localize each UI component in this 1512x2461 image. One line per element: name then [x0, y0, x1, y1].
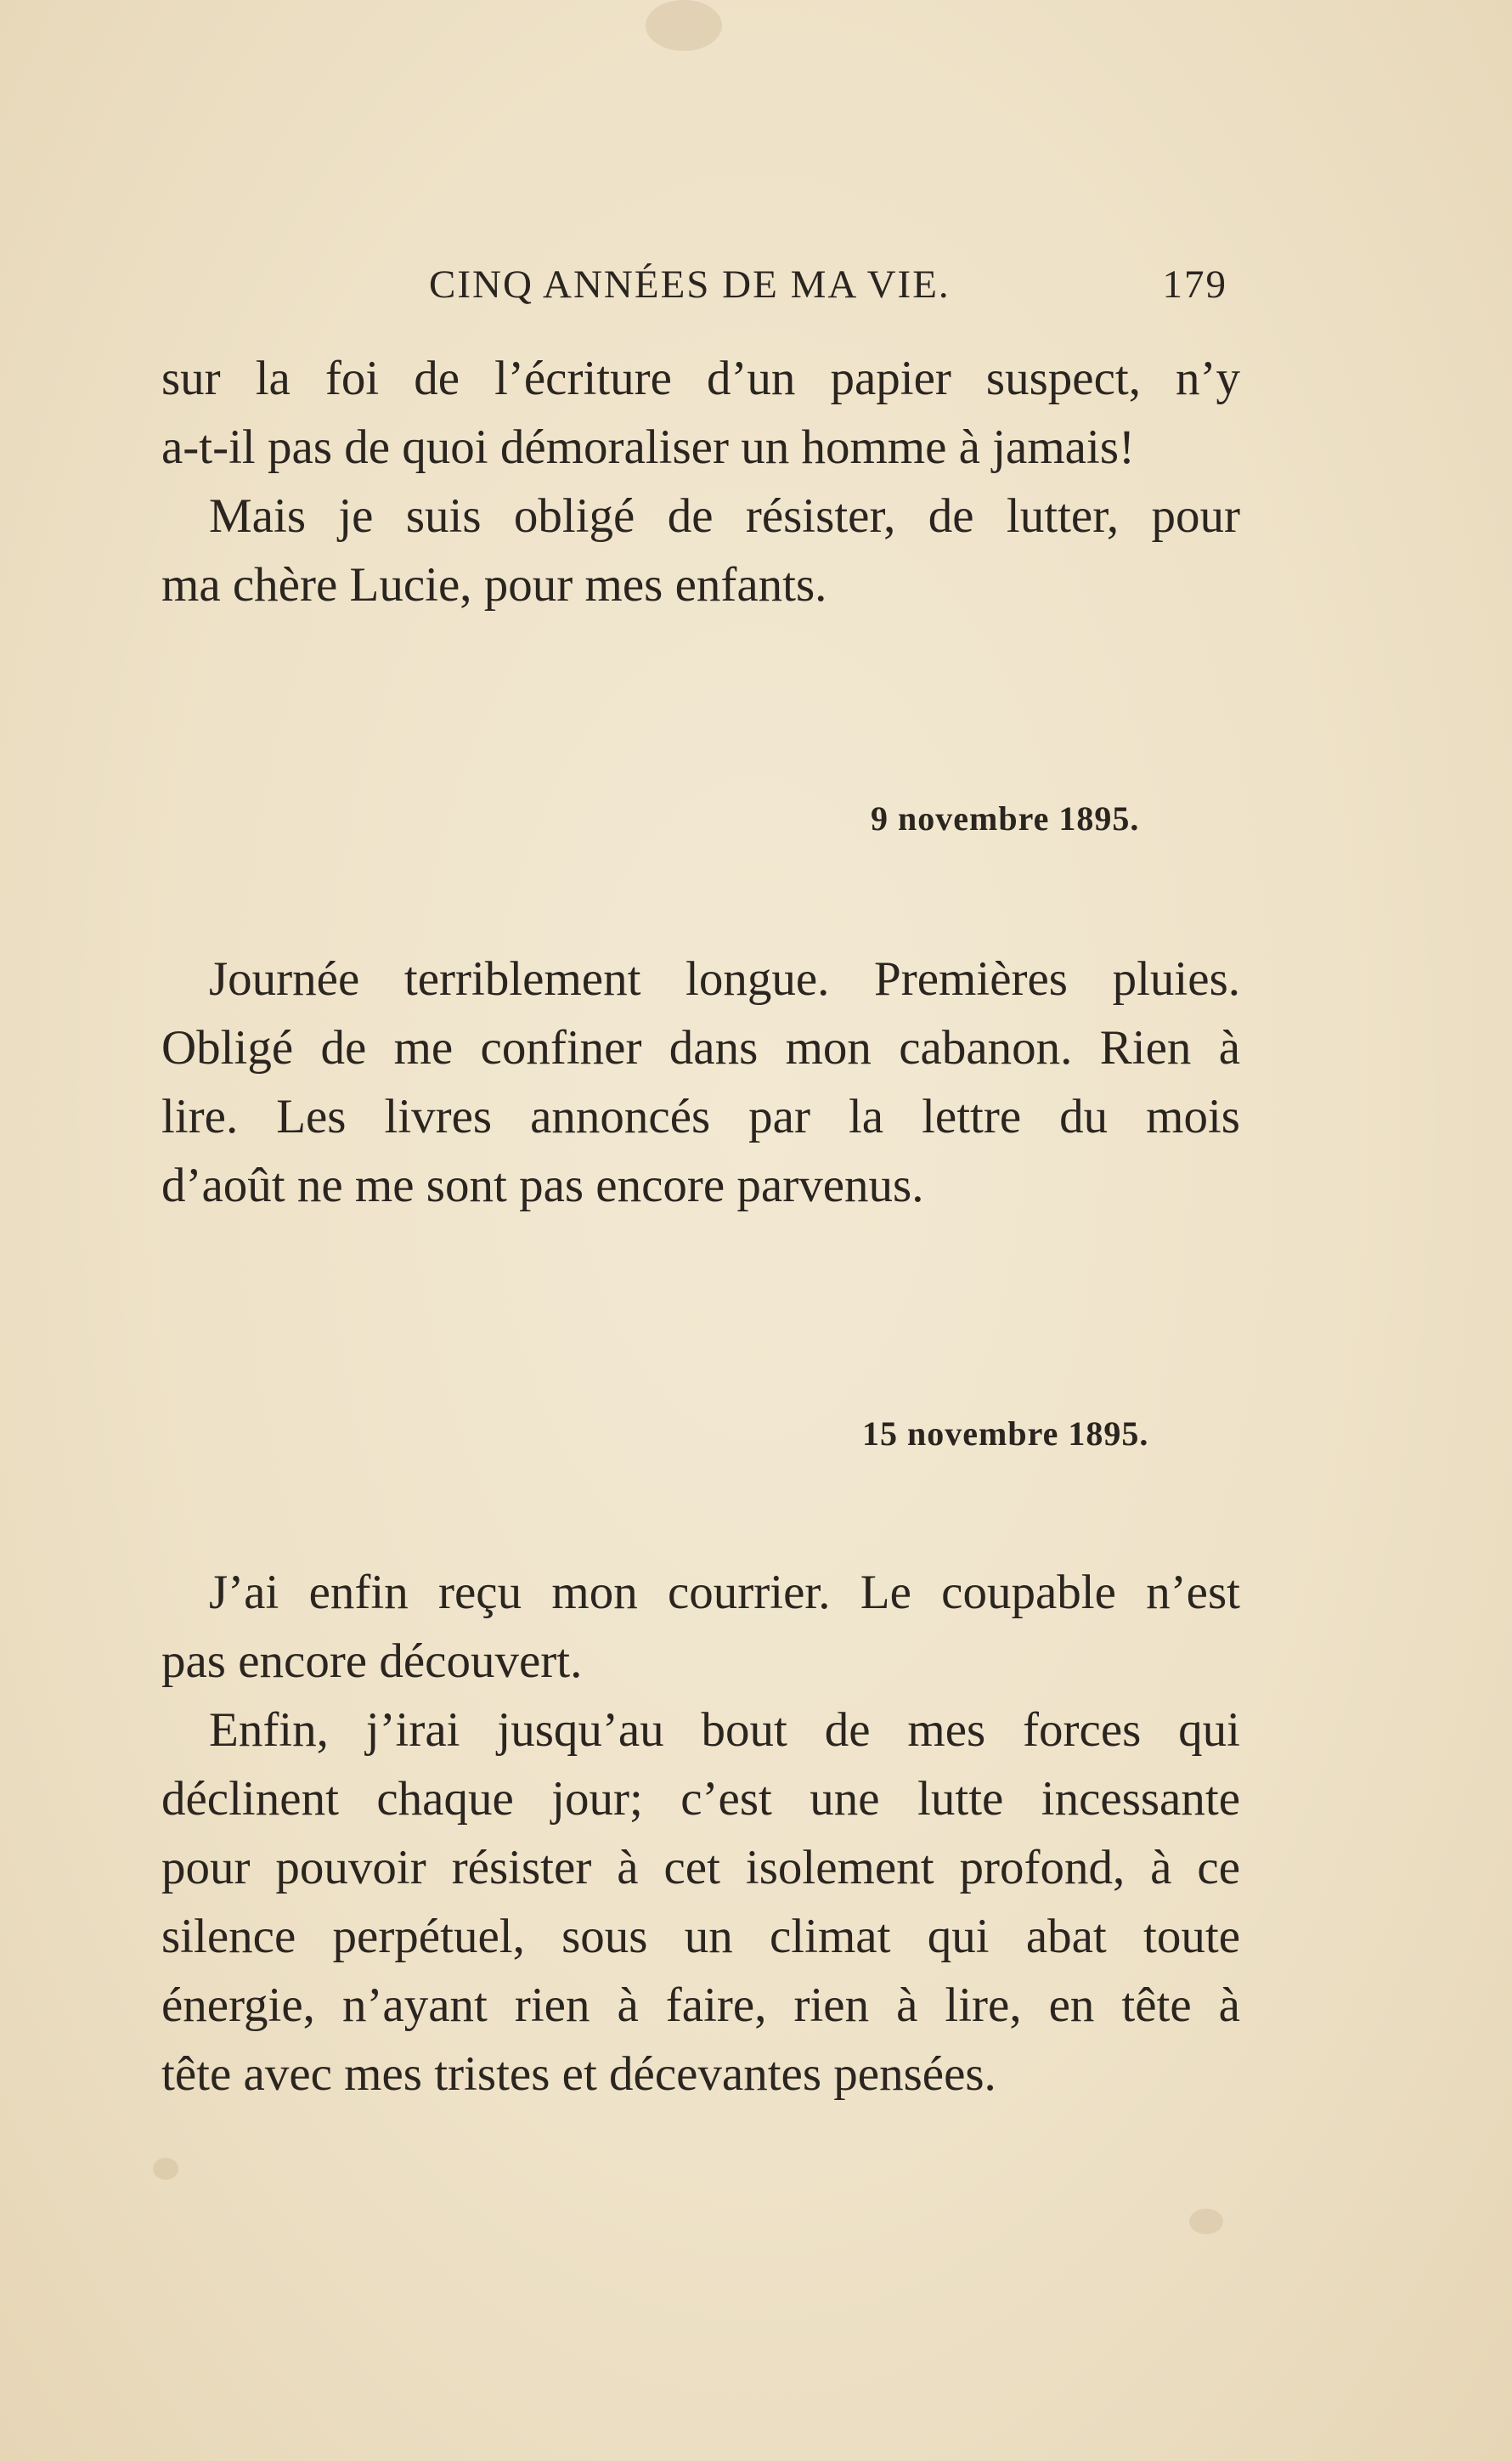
- text-line: a-t-il pas de quoi démoraliser un homme à jamais!: [161, 421, 1135, 474]
- text-line: ma chère Lucie, pour mes enfants.: [161, 558, 827, 612]
- text-line: d’août ne me sont pas encore parvenus.: [161, 1159, 924, 1212]
- text-line: déclinent chaque jour; c’est une lutte incessante: [161, 1772, 1240, 1826]
- paper-stain: [153, 2158, 178, 2180]
- paper-stain: [1189, 2209, 1223, 2234]
- text-line: pour pouvoir résister à cet isolement profond, à ce: [161, 1841, 1240, 1894]
- entry-date: 15 novembre 1895.: [862, 1414, 1149, 1453]
- entry-1-text: [161, 945, 1240, 1220]
- text-line: Enfin, j’irai jusqu’au bout de mes forces qui: [209, 1703, 1240, 1757]
- continuation-paragraphs: [161, 344, 1240, 619]
- text-line: Journée terriblement longue. Premières pluies.: [209, 952, 1240, 1006]
- text-line: Mais je suis obligé de résister, de lutter, pour: [209, 489, 1240, 543]
- running-title: CINQ ANNÉES DE MA VIE.: [429, 262, 951, 307]
- text-line: tête avec mes tristes et décevantes pensées.: [161, 2047, 996, 2101]
- text-line: J’ai enfin reçu mon courrier. Le coupable n’est: [209, 1566, 1240, 1619]
- text-line: silence perpétuel, sous un climat qui abat toute: [161, 1910, 1240, 1963]
- text-line: Obligé de me confiner dans mon cabanon. Rien à: [161, 1021, 1240, 1075]
- page-number: 179: [1162, 262, 1227, 307]
- text-line: pas encore découvert.: [161, 1634, 583, 1688]
- text-line: sur la foi de l’écriture d’un papier suspect, n’y: [161, 352, 1240, 405]
- running-head: [429, 255, 1227, 314]
- entry-2-text: [161, 1558, 1240, 2108]
- entry-date: 9 novembre 1895.: [871, 799, 1140, 838]
- text-line: énergie, n’ayant rien à faire, rien à lire, en tête à: [161, 1978, 1240, 2032]
- paper-stain: [646, 0, 722, 51]
- text-line: lire. Les livres annoncés par la lettre du mois: [161, 1090, 1240, 1143]
